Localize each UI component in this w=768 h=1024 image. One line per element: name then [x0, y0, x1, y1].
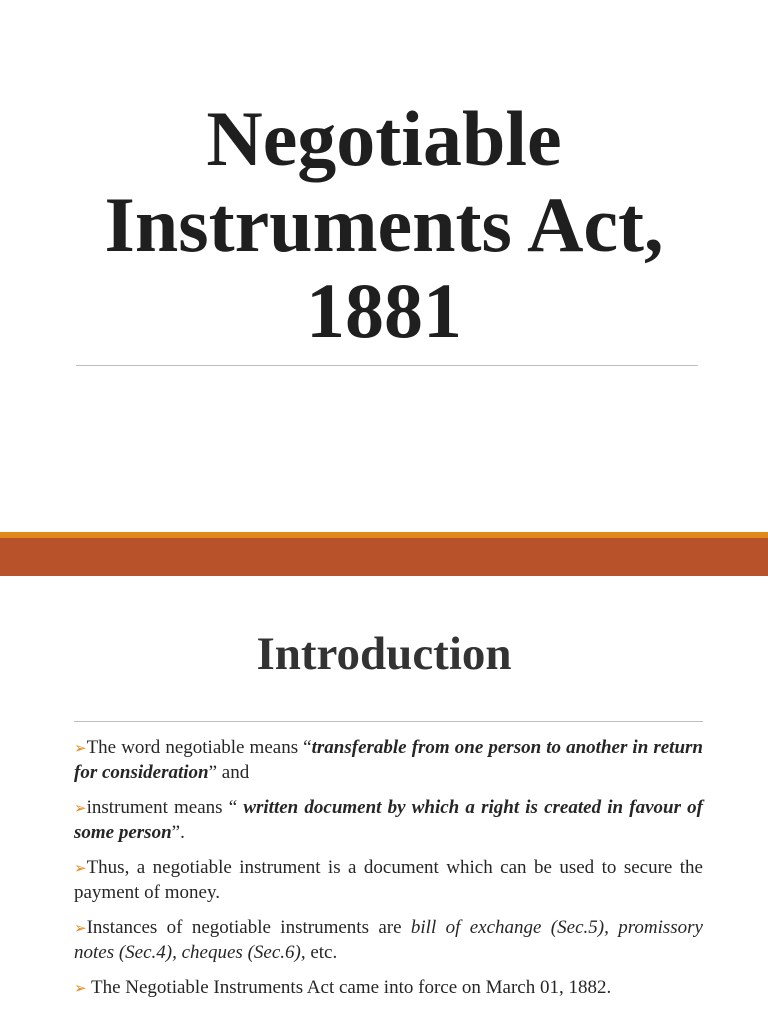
bullet-list [74, 736, 703, 1013]
arrow-bullet-icon: ➢ [74, 741, 87, 757]
bullet-item [74, 976, 703, 1001]
bullet-item [74, 856, 703, 904]
heading-divider [74, 721, 703, 722]
bullet-item [74, 916, 703, 964]
arrow-bullet-icon: ➢ [74, 981, 87, 997]
slide-title: Negotiable Instruments Act, 1881 [104, 95, 664, 354]
arrow-bullet-icon: ➢ [74, 801, 87, 817]
bullet-text: The word negotiable means “ [86, 737, 312, 758]
bullet-item [74, 796, 703, 844]
title-divider [76, 365, 698, 366]
bullet-text-end: , etc. [300, 942, 338, 963]
bullet-item [74, 736, 703, 784]
introduction-slide [0, 576, 768, 1024]
arrow-bullet-icon: ➢ [74, 921, 87, 937]
bullet-text: The Negotiable Instruments Act came into force on March 01, 1882. [86, 977, 612, 998]
bullet-text: instrument means “ [86, 797, 244, 818]
arrow-bullet-icon: ➢ [74, 861, 87, 877]
bullet-emphasis: transferable from one person to another in return for consideration [74, 737, 703, 783]
bullet-emphasis: written document by which a right is created in favour of some person [74, 797, 703, 843]
bullet-text-end: ”. [171, 822, 185, 843]
bullet-text-end: ” and [208, 762, 250, 783]
bullet-emphasis: bill of exchange (Sec.5), promissory notes (Sec.4), cheques (Sec.6) [74, 917, 703, 963]
slide-heading: Introduction [256, 628, 512, 680]
bullet-text: Thus, a negotiable instrument is a document which can be used to secure the payment of money. [74, 857, 703, 903]
slide-separator-band [0, 538, 768, 576]
bullet-text: Instances of negotiable instruments are [86, 917, 411, 938]
